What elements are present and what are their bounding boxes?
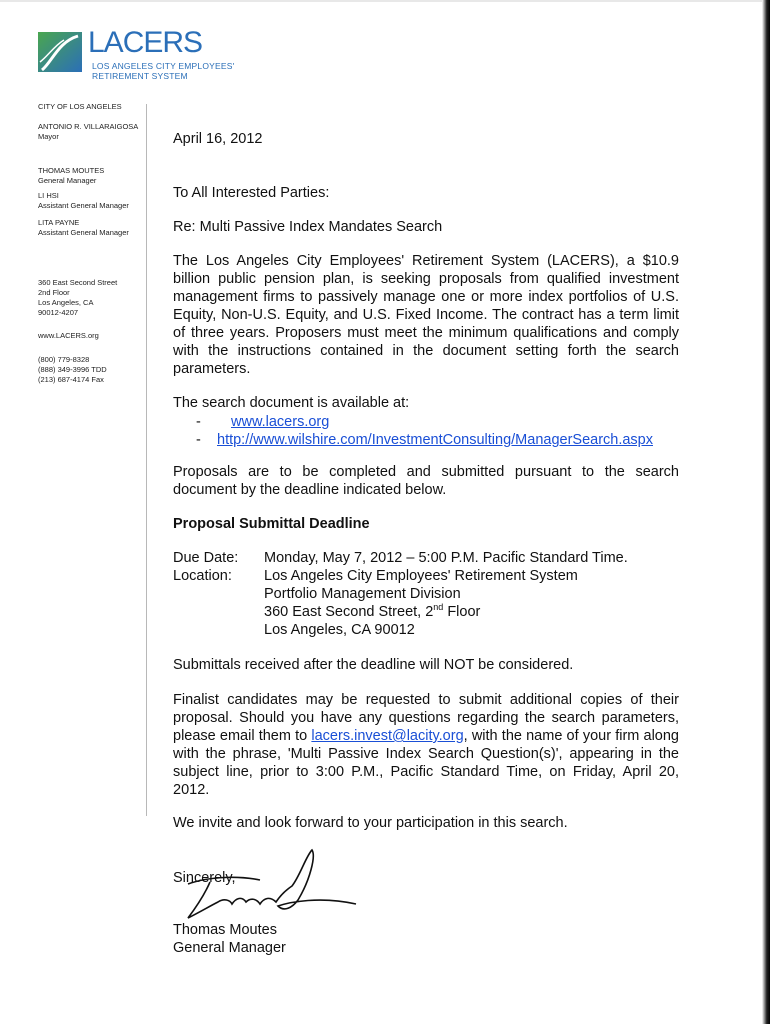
location-line-3	[264, 603, 480, 621]
logo-subtitle-1: LOS ANGELES CITY EMPLOYEES'	[92, 61, 235, 71]
logo-wordmark: LACERS	[88, 26, 203, 59]
lacers-logo	[38, 26, 238, 90]
intro-paragraph: The Los Angeles City Employees' Retirement System (LACERS), a $10.9 billion public pension plan, is seeking proposals from qualified investment management firms to passively manage one or more index portfolios of U.S. Equity, Non-U.S. Equity, and U.S. Fixed Income. The contract has a term limit of three years. Proposers must meet the minimum qualifications and comply with the instructions contained in the document setting forth the search parameters.	[173, 253, 679, 377]
scan-right-edge	[762, 0, 770, 1024]
salutation: To All Interested Parties:	[173, 185, 330, 201]
gm-title: General Manager	[38, 176, 97, 185]
address-line-1: 360 East Second Street	[38, 278, 118, 287]
bullet-2: -	[196, 432, 201, 448]
location-line-3-pre: 360 East Second Street, 2	[264, 604, 434, 620]
link-lacers-text[interactable]: www.lacers.org	[231, 414, 330, 430]
signer-title: General Manager	[173, 940, 286, 956]
location-line-2: Portfolio Management Division	[264, 586, 461, 602]
email-link[interactable]: lacers.invest@lacity.org	[311, 728, 464, 744]
location-line-3-post: Floor	[443, 604, 481, 620]
questions-pre: Finalist candidates may be requested to submit additional copies of their proposal. Should you have any questions regarding the search parameters, please email them to	[173, 692, 679, 744]
signer-name: Thomas Moutes	[173, 922, 277, 938]
agm1-name: LI HSI	[38, 191, 59, 200]
phone-2: (888) 349-3996 TDD	[38, 365, 107, 374]
lacers-logo-icon	[38, 32, 82, 72]
scan-top-edge	[0, 0, 770, 2]
address-line-4: 90012-4207	[38, 308, 79, 317]
location-line-4: Los Angeles, CA 90012	[264, 622, 415, 638]
invite-line: We invite and look forward to your participation in this search.	[173, 815, 568, 831]
phone-3: (213) 687-4174 Fax	[38, 375, 104, 384]
agm2-title: Assistant General Manager	[38, 228, 129, 237]
link-lacers[interactable]	[231, 413, 329, 431]
city-name: CITY OF LOS ANGELES	[38, 102, 122, 111]
mayor-title: Mayor	[38, 132, 59, 141]
agm1-title: Assistant General Manager	[38, 201, 129, 210]
website: www.LACERS.org	[38, 331, 99, 340]
due-date-value: Monday, May 7, 2012 – 5:00 P.M. Pacific Standard Time.	[264, 550, 628, 566]
address-line-2: 2nd Floor	[38, 288, 70, 297]
proposals-paragraph: Proposals are to be completed and submitted pursuant to the search document by the deadline indicated below.	[173, 464, 679, 498]
bullet-1: -	[196, 414, 201, 430]
agm2-name: LITA PAYNE	[38, 218, 80, 227]
questions-paragraph	[173, 691, 679, 799]
location-line-3-sup: nd	[433, 602, 444, 613]
mayor-name: ANTONIO R. VILLARAIGOSA	[38, 122, 139, 131]
phone-1: (800) 779-8328	[38, 355, 90, 364]
closing: Sincerely,	[173, 870, 236, 886]
late-notice: Submittals received after the deadline will NOT be considered.	[173, 657, 574, 673]
subject-line: Re: Multi Passive Index Mandates Search	[173, 219, 443, 235]
address-line-3: Los Angeles, CA	[38, 298, 94, 307]
link-wilshire-text[interactable]: http://www.wilshire.com/InvestmentConsulting/ManagerSearch.aspx	[217, 432, 653, 448]
link-wilshire[interactable]	[217, 431, 653, 449]
availability-intro: The search document is available at:	[173, 395, 410, 411]
location-line-1: Los Angeles City Employees' Retirement System	[264, 568, 578, 584]
questions-post: , with the name of your firm along with the phrase, 'Multi Passive Index Search Question(s)', appearing in the subject line, prior to 3:00 P.M., Pacific Standard Time, on Friday, April 20, 2012.	[173, 728, 679, 798]
deadline-heading: Proposal Submittal Deadline	[173, 516, 370, 532]
gm-name: THOMAS MOUTES	[38, 166, 105, 175]
signature	[180, 846, 360, 926]
location-label: Location:	[173, 568, 232, 584]
letter-date: April 16, 2012	[173, 131, 263, 147]
logo-subtitle-2: RETIREMENT SYSTEM	[92, 71, 188, 81]
sidebar-divider	[146, 104, 147, 816]
due-date-label: Due Date:	[173, 550, 239, 566]
